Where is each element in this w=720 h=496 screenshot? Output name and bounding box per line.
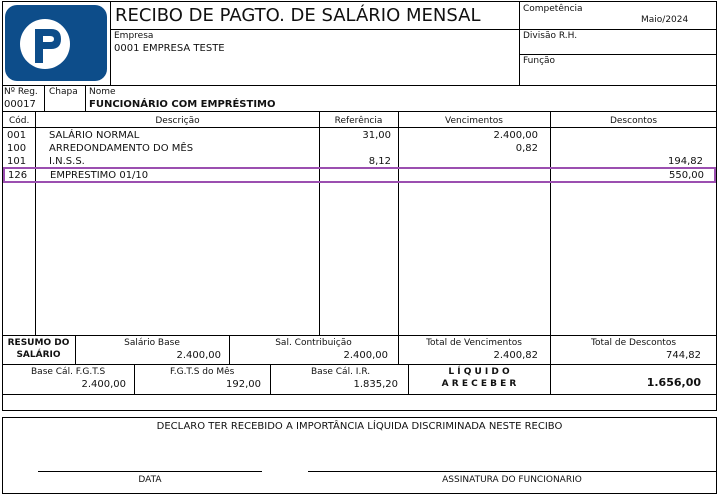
total-desc-label: Total de Descontos: [590, 338, 677, 348]
reg-label: Nº Reg.: [4, 87, 38, 97]
table-row: [2, 130, 717, 143]
sal-contrib-value: 2.400,00: [343, 350, 388, 361]
ir-base-label: Base Cál. I.R.: [311, 367, 371, 377]
fgts-base-label: Base Cál. F.G.T.S: [31, 367, 106, 377]
nome-value: FUNCIONÁRIO COM EMPRÉSTIMO: [89, 99, 276, 110]
resumo-label-2: SALÁRIO: [16, 350, 61, 360]
th-descricao: Descrição: [155, 116, 200, 126]
assinatura-line: [308, 471, 716, 472]
table-row: [2, 143, 717, 156]
salario-base-value: 2.400,00: [176, 350, 221, 361]
p-logo-icon: [5, 5, 107, 81]
total-venc-value: 2.400,82: [493, 350, 538, 361]
row-referencia: 8,12: [368, 156, 391, 167]
salario-base-label: Salário Base: [124, 338, 180, 348]
th-referencia: Referência: [334, 116, 383, 126]
row-descricao: ARREDONDAMENTO DO MÊS: [49, 143, 194, 154]
row-descricao: I.N.S.S.: [49, 156, 85, 167]
chapa-label: Chapa: [49, 87, 78, 97]
receipt-title: RECIBO DE PAGTO. DE SALÁRIO MENSAL: [115, 5, 481, 26]
row-descontos: 194,82: [668, 156, 703, 167]
row-cod: 101: [7, 156, 27, 167]
competencia-label: Competência: [523, 4, 583, 14]
row-descontos: 550,00: [669, 170, 704, 181]
liquido-value: 1.656,00: [646, 376, 701, 389]
th-vencimentos: Vencimentos: [445, 116, 503, 126]
liquido-label: L Í Q U I D O: [448, 367, 510, 377]
funcao-label: Função: [523, 56, 556, 66]
ir-base-value: 1.835,20: [353, 379, 398, 390]
th-cod: Cód.: [9, 116, 30, 126]
total-desc-value: 744,82: [666, 350, 701, 361]
resumo-label: RESUMO DO: [7, 338, 70, 348]
reg-value: 00017: [4, 99, 36, 110]
company-label: Empresa: [114, 31, 154, 41]
declaration-text: DECLARO TER RECEBIDO A IMPORTÂNCIA LÍQUIDA DISCRIMINADA NESTE RECIBO: [156, 421, 563, 432]
company-value: 0001 EMPRESA TESTE: [114, 43, 225, 54]
table-row-highlighted[interactable]: [3, 167, 716, 183]
fgts-mes-label: F.G.T.S do Mês: [170, 367, 235, 377]
sal-contrib-label: Sal. Contribuição: [275, 338, 352, 348]
competencia-value: Maio/2024: [641, 15, 689, 25]
company-logo: [5, 5, 107, 81]
fgts-mes-value: 192,00: [226, 379, 261, 390]
row-referencia: 31,00: [362, 130, 391, 141]
row-vencimentos: 2.400,00: [493, 130, 538, 141]
data-label: DATA: [138, 475, 162, 485]
divisao-label: Divisão R.H.: [523, 31, 578, 41]
nome-label: Nome: [89, 87, 116, 97]
total-venc-label: Total de Vencimentos: [426, 338, 522, 348]
fgts-base-value: 2.400,00: [81, 379, 126, 390]
row-cod: 126: [8, 170, 28, 181]
row-descricao: SALÁRIO NORMAL: [49, 130, 140, 141]
data-signature-line: [38, 471, 262, 472]
row-descricao: EMPRESTIMO 01/10: [50, 170, 149, 181]
row-cod: 100: [7, 143, 27, 154]
th-descontos: Descontos: [609, 116, 658, 126]
assinatura-label: ASSINATURA DO FUNCIONARIO: [442, 475, 582, 485]
row-cod: 001: [7, 130, 27, 141]
row-vencimentos: 0,82: [515, 143, 538, 154]
liquido-label-2: A R E C E B E R: [441, 379, 517, 389]
